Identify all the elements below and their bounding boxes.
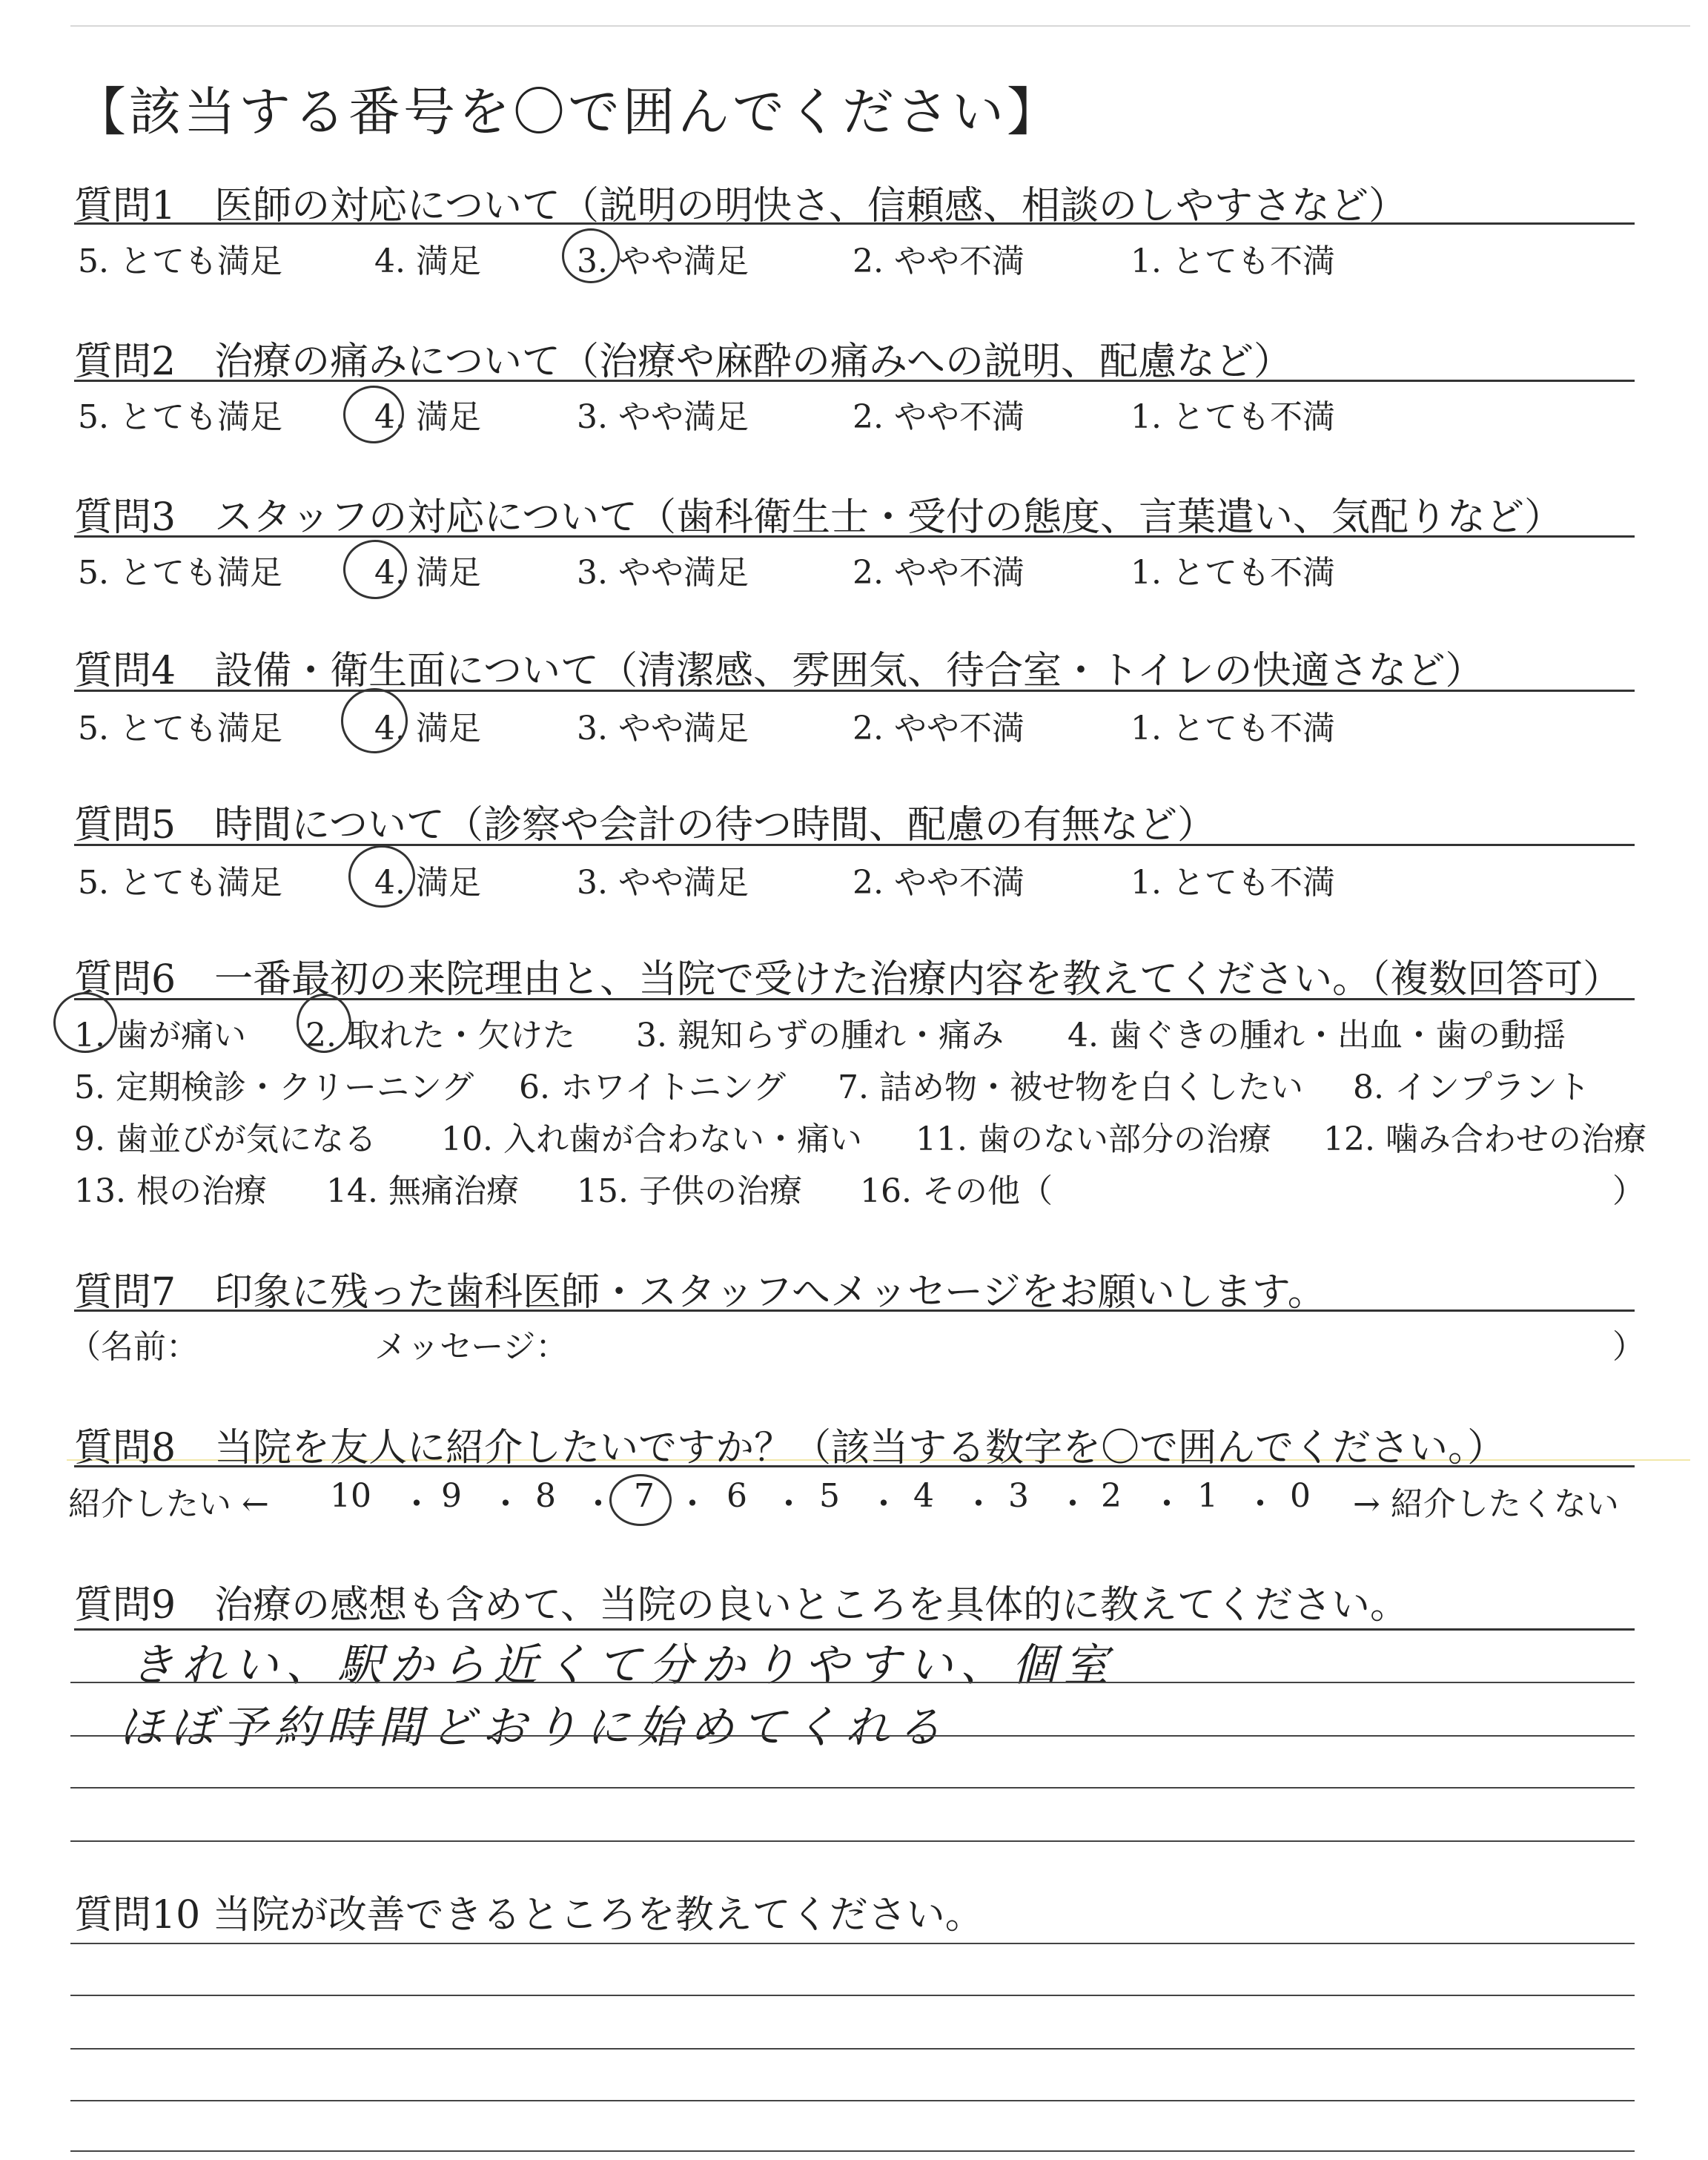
q3-title: 質問3 スタッフの対応について（歯科衛生士・受付の態度、言葉遣い、気配りなど）	[74, 495, 1563, 540]
q8-scale-8[interactable]: 8	[535, 1477, 556, 1515]
q3-option-1[interactable]: 1. とても不満	[1131, 554, 1335, 592]
q6-option-15[interactable]: 15. 子供の治療	[577, 1172, 802, 1210]
q4-option-3[interactable]: 3. やや満足	[577, 710, 749, 747]
q2-option-3[interactable]: 3. やや満足	[577, 398, 749, 436]
q8-selected-circle	[609, 1474, 672, 1526]
q5-option-2[interactable]: 2. やや不満	[853, 864, 1025, 902]
q8-scale-dot: ・	[962, 1485, 995, 1523]
q5-option-5[interactable]: 5. とても満足	[78, 864, 282, 902]
q8-scale-dot: ・	[676, 1485, 709, 1523]
q3-option-3[interactable]: 3. やや満足	[577, 554, 749, 592]
q1-selected-circle	[562, 228, 620, 283]
q9-answer-line	[70, 1840, 1635, 1842]
q3-underline	[74, 535, 1635, 538]
q8-scale-7[interactable]: 7	[634, 1477, 655, 1515]
q3-selected-circle	[343, 540, 407, 599]
q4-selected-circle	[341, 688, 408, 753]
q8-scale-dot: ・	[489, 1485, 522, 1523]
q1-option-2[interactable]: 2. やや不満	[853, 242, 1025, 280]
q4-title: 質問4 設備・衛生面について（清潔感、雰囲気、待合室・トイレの快適さなど）	[74, 649, 1484, 693]
q6-option-2[interactable]: 2. 取れた・欠けた	[305, 1017, 575, 1054]
q8-scale-dot: ・	[582, 1485, 615, 1523]
q2-option-1[interactable]: 1. とても不満	[1131, 398, 1335, 436]
q6-option-1[interactable]: 1. 歯が痛い	[74, 1017, 246, 1054]
q1-underline	[74, 222, 1635, 225]
q3-option-4[interactable]: 4. 満足	[374, 554, 481, 592]
q1-option-1[interactable]: 1. とても不満	[1131, 242, 1335, 280]
q4-underline	[74, 690, 1635, 692]
q6-title: 質問6 一番最初の来院理由と、当院で受けた治療内容を教えてください。（複数回答可）	[74, 957, 1622, 1002]
top-border	[70, 25, 1690, 27]
q8-scale-10[interactable]: 10	[330, 1477, 371, 1515]
q5-title: 質問5 時間について（診察や会計の待つ時間、配慮の有無など）	[74, 803, 1217, 848]
q1-option-4[interactable]: 4. 満足	[374, 242, 481, 280]
page-heading: 【該当する番号を〇で囲んでください】	[74, 82, 1062, 142]
q3-option-5[interactable]: 5. とても満足	[78, 554, 282, 592]
q6-option-4[interactable]: 4. 歯ぐきの腫れ・出血・歯の動揺	[1068, 1017, 1566, 1054]
q5-option-3[interactable]: 3. やや満足	[577, 864, 749, 902]
q6-other-close-paren: ）	[1612, 1172, 1645, 1210]
q6-option-13[interactable]: 13. 根の治療	[74, 1172, 267, 1210]
q8-scale-6[interactable]: 6	[726, 1477, 747, 1515]
q8-scale-3[interactable]: 3	[1008, 1477, 1029, 1515]
q9-title: 質問9 治療の感想も含めて、当院の良いところを具体的に教えてください。	[74, 1583, 1409, 1628]
q6-option-16[interactable]: 16. その他（	[860, 1172, 1053, 1210]
q6-option-5[interactable]: 5. 定期検診・クリーニング	[74, 1069, 474, 1106]
q10-answer-line	[70, 1943, 1635, 1944]
q2-title: 質問2 治療の痛みについて（治療や麻酔の痛みへの説明、配慮など）	[74, 340, 1293, 384]
q9-handwritten-answer-line-1: きれい、駅から近くて分かりやすい、個室	[130, 1639, 1116, 1691]
q10-answer-line	[70, 1995, 1635, 1996]
q8-scale-dot: ・	[772, 1485, 805, 1523]
q6-option-9[interactable]: 9. 歯並びが気になる	[74, 1120, 377, 1158]
q5-option-1[interactable]: 1. とても不満	[1131, 864, 1335, 902]
q8-scale-5[interactable]: 5	[819, 1477, 840, 1515]
q4-option-4[interactable]: 4. 満足	[374, 710, 481, 747]
q8-scale-9[interactable]: 9	[441, 1477, 462, 1515]
q5-underline	[74, 844, 1635, 846]
q6-selected-circle-2	[297, 994, 351, 1053]
q1-option-5[interactable]: 5. とても満足	[78, 242, 282, 280]
q8-scale-4[interactable]: 4	[913, 1477, 934, 1515]
q2-selected-circle	[343, 386, 404, 443]
q8-underline	[74, 1465, 1635, 1467]
q8-scale-dot: ・	[1244, 1485, 1277, 1523]
q8-scale-dot: ・	[1056, 1485, 1089, 1523]
q9-answer-line	[70, 1735, 1635, 1737]
q10-answer-line	[70, 2048, 1635, 2050]
q6-option-11[interactable]: 11. 歯のない部分の治療	[916, 1120, 1271, 1158]
q5-option-4[interactable]: 4. 満足	[374, 864, 481, 902]
q2-option-2[interactable]: 2. やや不満	[853, 398, 1025, 436]
q1-option-3[interactable]: 3. やや満足	[577, 242, 749, 280]
q8-scale-dot: ・	[400, 1485, 433, 1523]
q8-right-label: → 紹介したくない	[1353, 1485, 1619, 1523]
q4-option-1[interactable]: 1. とても不満	[1131, 710, 1335, 747]
q6-option-6[interactable]: 6. ホワイトニング	[519, 1069, 787, 1106]
q10-answer-line	[70, 2150, 1635, 2152]
q6-selected-circle-1	[53, 992, 117, 1053]
q7-close-paren: ）	[1612, 1328, 1645, 1366]
q6-option-14[interactable]: 14. 無痛治療	[326, 1172, 519, 1210]
q7-title: 質問7 印象に残った歯科医師・スタッフへメッセージをお願いします。	[74, 1270, 1326, 1315]
q5-selected-circle	[348, 845, 415, 908]
q1-title: 質問1 医師の対応について（説明の明快さ、信頼感、相談のしやすさなど）	[74, 184, 1407, 228]
q4-option-2[interactable]: 2. やや不満	[853, 710, 1025, 747]
q4-option-5[interactable]: 5. とても満足	[78, 710, 282, 747]
q6-option-8[interactable]: 8. インプラント	[1353, 1069, 1590, 1106]
q9-handwritten-answer-line-2: ほぼ予約時間どおりに始めてくれる	[119, 1702, 949, 1754]
q10-title: 質問10 当院が改善できるところを教えてください。	[74, 1893, 984, 1938]
q9-answer-line	[70, 1787, 1635, 1789]
q2-underline	[74, 380, 1635, 382]
q8-title: 質問8 当院を友人に紹介したいですか？（該当する数字を〇で囲んでください。）	[74, 1426, 1506, 1470]
q6-option-3[interactable]: 3. 親知らずの腫れ・痛み	[636, 1017, 1004, 1054]
q7-message-label: メッセージ：	[374, 1328, 569, 1366]
q8-scale-dot: ・	[1151, 1485, 1183, 1523]
q8-scale-0[interactable]: 0	[1290, 1477, 1311, 1515]
q7-underline	[74, 1309, 1635, 1312]
q6-option-10[interactable]: 10. 入れ歯が合わない・痛い	[441, 1120, 862, 1158]
q8-left-label: 紹介したい ←	[68, 1485, 269, 1523]
q8-scale-2[interactable]: 2	[1101, 1477, 1122, 1515]
q6-option-7[interactable]: 7. 詰め物・被せ物を白くしたい	[838, 1069, 1303, 1106]
q8-scale-dot: ・	[867, 1485, 900, 1523]
q6-option-12[interactable]: 12. 噛み合わせの治療	[1323, 1120, 1646, 1158]
q9-answer-line	[70, 1682, 1635, 1683]
q7-name-label: （名前：	[68, 1328, 199, 1366]
q3-option-2[interactable]: 2. やや不満	[853, 554, 1025, 592]
q8-scale-1[interactable]: 1	[1197, 1477, 1218, 1515]
q2-option-5[interactable]: 5. とても満足	[78, 398, 282, 436]
q10-answer-line	[70, 2100, 1635, 2101]
q2-option-4[interactable]: 4. 満足	[374, 398, 481, 436]
